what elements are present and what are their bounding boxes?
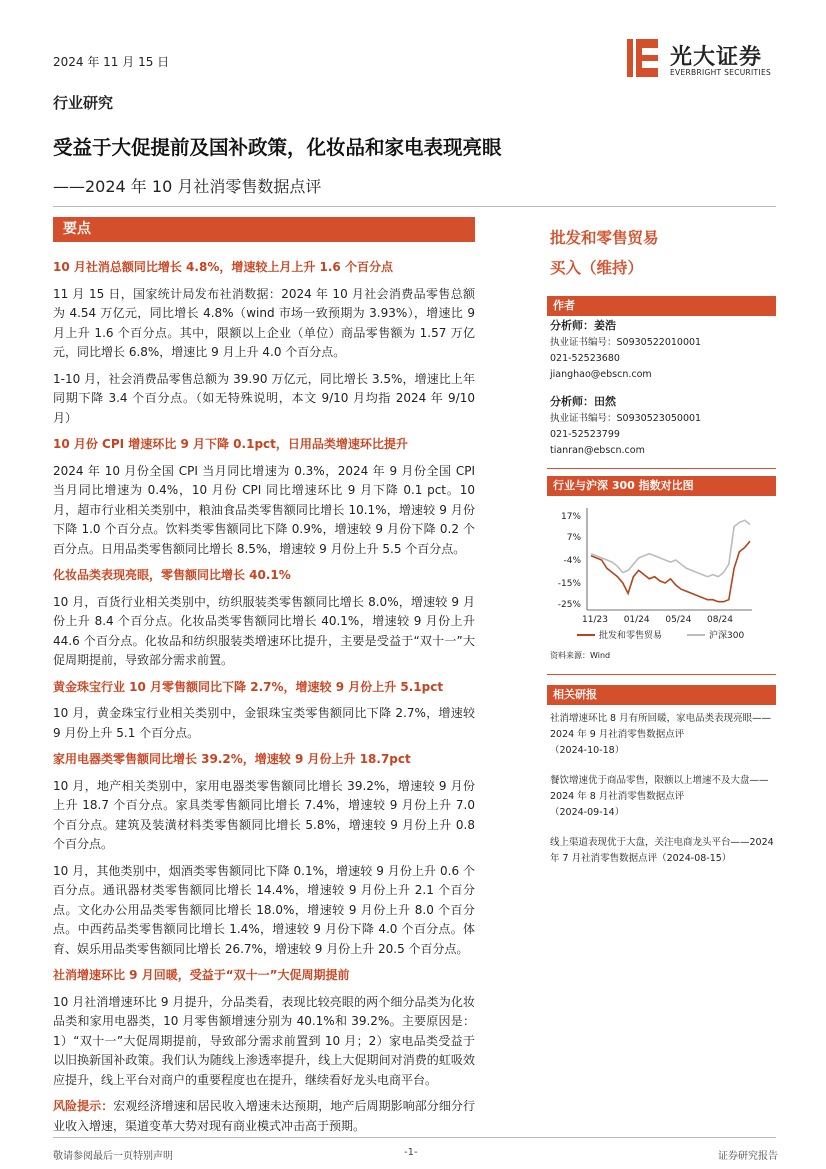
industry-name: 批发和零售贸易 — [550, 229, 659, 247]
research-date: （2024-10-18） — [550, 745, 625, 756]
analyst-card — [550, 394, 701, 459]
logo-mark-block — [636, 39, 658, 77]
chart-header: 行业与沪深 300 指数对比图 — [547, 476, 776, 496]
key-points-header: 要点 — [53, 217, 475, 242]
section-heading: 10 月份 CPI 增速环比 9 月下降 0.1pct，日用品类增速环比提升 — [53, 437, 408, 451]
series-line — [591, 541, 750, 602]
section-paragraph: 10 月社消增速环比 9 月提升，分品类看，表现比较亮眼的两个细分品类为化妆品类和家用电器类，10 月零售额增速分别为 40.1%和 39.2%。主要原因是：1）“双十一”大促周期提前，导致部分需求前置到 10 月；2）家电品类受益于以旧换新国补政策。我们认为随线上渗透率提升，线上大促期间对消费的虹吸效应提升，线上平台对商户的重要程度也在提升，继续看好龙头电商平台。 — [53, 994, 475, 1087]
risk-warning — [53, 1097, 475, 1136]
x-tick-label: 01/24 — [623, 615, 650, 625]
section-paragraph: 11 月 15 日，国家统计局发布社消数据：2024 年 10 月社会消费品零售总额为 4.54 万亿元，同比增长 4.8%（wind 市场一致预期为 3.93%），增速比 9 月上升 1.6 个百分点。其中，限额以上企业（单位）商品零售额为 1.57 万亿元，同比增长 6.8%，增速比 9 月上升 4.0 个百分点。 — [53, 286, 475, 359]
report-subtitle: ——2024 年 10 月社消零售数据点评 — [53, 177, 322, 196]
research-item[interactable] — [550, 711, 776, 759]
y-tick-label: -25% — [557, 599, 581, 610]
x-tick-label: 08/24 — [707, 615, 733, 625]
risk-text: 宏观经济增速和居民收入增速未达预期，地产后周期影响部分细分行业收入增速，渠道变革大势对现有商业模式冲击高于预期。 — [53, 1099, 475, 1133]
footer-disclaimer: 敬请参阅最后一页特别声明 — [53, 1151, 173, 1162]
title-divider — [53, 206, 776, 207]
y-tick-label: -15% — [557, 578, 581, 589]
section-heading: 家用电器类零售额同比增长 39.2%，增速较 9 月份上升 18.7pct — [53, 752, 411, 766]
risk-label: 风险提示： — [53, 1099, 114, 1113]
report-type: 行业研究 — [53, 94, 114, 112]
authors-header: 作者 — [547, 296, 776, 316]
section-paragraph: 1-10 月，社会消费品零售总额为 39.90 万亿元，同比增长 3.5%，增速比上年同期下降 3.4 个百分点。（如无特殊说明，本文 9/10 月均指 2024 年 9/10 月） — [53, 371, 475, 425]
legend-label: 批发和零售贸易 — [599, 631, 663, 641]
series-line — [591, 520, 750, 576]
brand-english-name: EVERBRIGHT SECURITIES — [670, 68, 772, 77]
analyst-phone: 021-52523680 — [550, 353, 620, 364]
analyst-cert: 执业证书编号：S0930523050001 — [550, 413, 702, 424]
report-title: 受益于大促提前及国补政策，化妆品和家电表现亮眼 — [53, 136, 502, 159]
section-paragraph: 10 月，百货行业相关类别中，纺织服装类零售额同比增长 8.0%，增速较 9 月份上升 8.4 个百分点。化妆品类零售额同比增长 40.1%，增速较 9 月份上升 44.6 个百分点。化妆品和纺织服装类增速环比提升，主要是受益于“双十一”大促周期提前，导致部分需求前置。 — [53, 594, 475, 667]
section-heading: 10 月社消总额同比增长 4.8%，增速较上月上升 1.6 个百分点 — [53, 260, 393, 274]
related-research-header: 相关研报 — [547, 685, 776, 705]
legend-label: 沪深300 — [709, 631, 745, 641]
footer-divider — [53, 1137, 776, 1138]
index-comparison-chart — [547, 500, 776, 650]
research-date: （2024-09-14） — [550, 807, 625, 818]
section-heading: 社消增速环比 9 月回暖，受益于“双十一”大促周期提前 — [53, 968, 350, 982]
analyst-email[interactable]: tianran@ebscn.com — [550, 445, 645, 456]
key-points-body — [53, 258, 475, 1143]
y-tick-label: 7% — [566, 533, 581, 544]
x-tick-label: 11/23 — [582, 615, 608, 625]
report-date: 2024 年 11 月 15 日 — [53, 55, 170, 69]
section-heading: 化妆品类表现亮眼，零售额同比增长 40.1% — [53, 568, 291, 582]
section-heading: 黄金珠宝行业 10 月零售额同比下降 2.7%，增速较 9 月份上升 5.1pct — [53, 679, 444, 694]
chart-source: 资料来源：Wind — [550, 651, 611, 660]
chart-bottom-rule — [547, 674, 776, 675]
x-tick-label: 05/24 — [665, 615, 692, 625]
analyst-name: 分析师：田然 — [550, 395, 616, 408]
analyst-phone: 021-52523799 — [550, 429, 620, 440]
section-paragraph: 10 月，黄金珠宝行业相关类别中，金银珠宝类零售额同比下降 2.7%，增速较 9 月份上升 5.1 个百分点。 — [53, 706, 475, 740]
analyst-card — [550, 318, 701, 383]
investment-rating: 买入（维持） — [550, 259, 644, 277]
research-title[interactable]: 餐饮增速优于商品零售，限额以上增速不及大盘——2024 年 8 月社消零售数据点评 — [550, 775, 769, 802]
section-paragraph: 2024 年 10 月份全国 CPI 当月同比增速为 0.3%，2024 年 9 月份全国 CPI 当月同比增速为 0.4%，10 月份 CPI 同比增速环比 9 月下降 0.1 pct。10 月，超市行业相关类别中，粮油食品类零售额同比增长 10.1%，增速较 9 月份下降 1.0 个百分点。饮料类零售额同比下降 0.9%，增速较 9 月份下降 0.2 个百分点。日用品类零售额同比增长 8.5%，增速较 9 月份上升 5.5 个百分点。 — [53, 463, 475, 556]
logo-mark-bar — [627, 39, 633, 77]
y-tick-label: 17% — [560, 512, 581, 523]
section-paragraph: 10 月，地产相关类别中，家用电器类零售额同比增长 39.2%，增速较 9 月份上升 18.7 个百分点。家具类零售额同比增长 7.4%，增速较 9 月份上升 7.0 个百分点。建筑及装潢材料类零售额同比增长 5.8%，增速较 9 月份上升 0.8 个百分点。 — [53, 778, 475, 851]
footer-report-type: 证券研究报告 — [718, 1151, 778, 1162]
research-title[interactable]: 社消增速环比 8 月有所回暖，家电品类表现亮眼——2024 年 9 月社消零售数据点评 — [550, 713, 772, 740]
research-item[interactable] — [550, 835, 776, 867]
page-number: -1- — [404, 1147, 418, 1158]
analyst-name: 分析师：姜浩 — [550, 319, 616, 332]
brand-name: 光大证券 — [670, 45, 763, 70]
research-title[interactable]: 线上渠道表现优于大盘，关注电商龙头平台——2024 年 7 月社消零售数据点评（2024-08-15） — [550, 837, 774, 864]
authors-bottom-rule — [547, 468, 776, 469]
analyst-email[interactable]: jianghao@ebscn.com — [550, 369, 652, 380]
section-paragraph: 10 月，其他类别中，烟酒类零售额同比下降 0.1%，增速较 9 月份上升 0.6 个百分点。通讯器材类零售额同比增长 14.4%，增速较 9 月份上升 2.1 个百分点。文化办公用品类零售额同比增长 18.0%，增速较 9 月份上升 8.0 个百分点。中西药品类零售额同比增长 1.4%，增速较 9 月份下降 4.0 个百分点。体育、娱乐用品类零售额同比增长 26.7%，增速较 9 月份上升 20.5 个百分点。 — [53, 863, 475, 956]
research-item[interactable] — [550, 773, 776, 821]
analyst-cert: 执业证书编号：S0930522010001 — [550, 337, 702, 348]
related-research-list — [550, 711, 776, 881]
y-tick-label: -4% — [563, 556, 581, 566]
